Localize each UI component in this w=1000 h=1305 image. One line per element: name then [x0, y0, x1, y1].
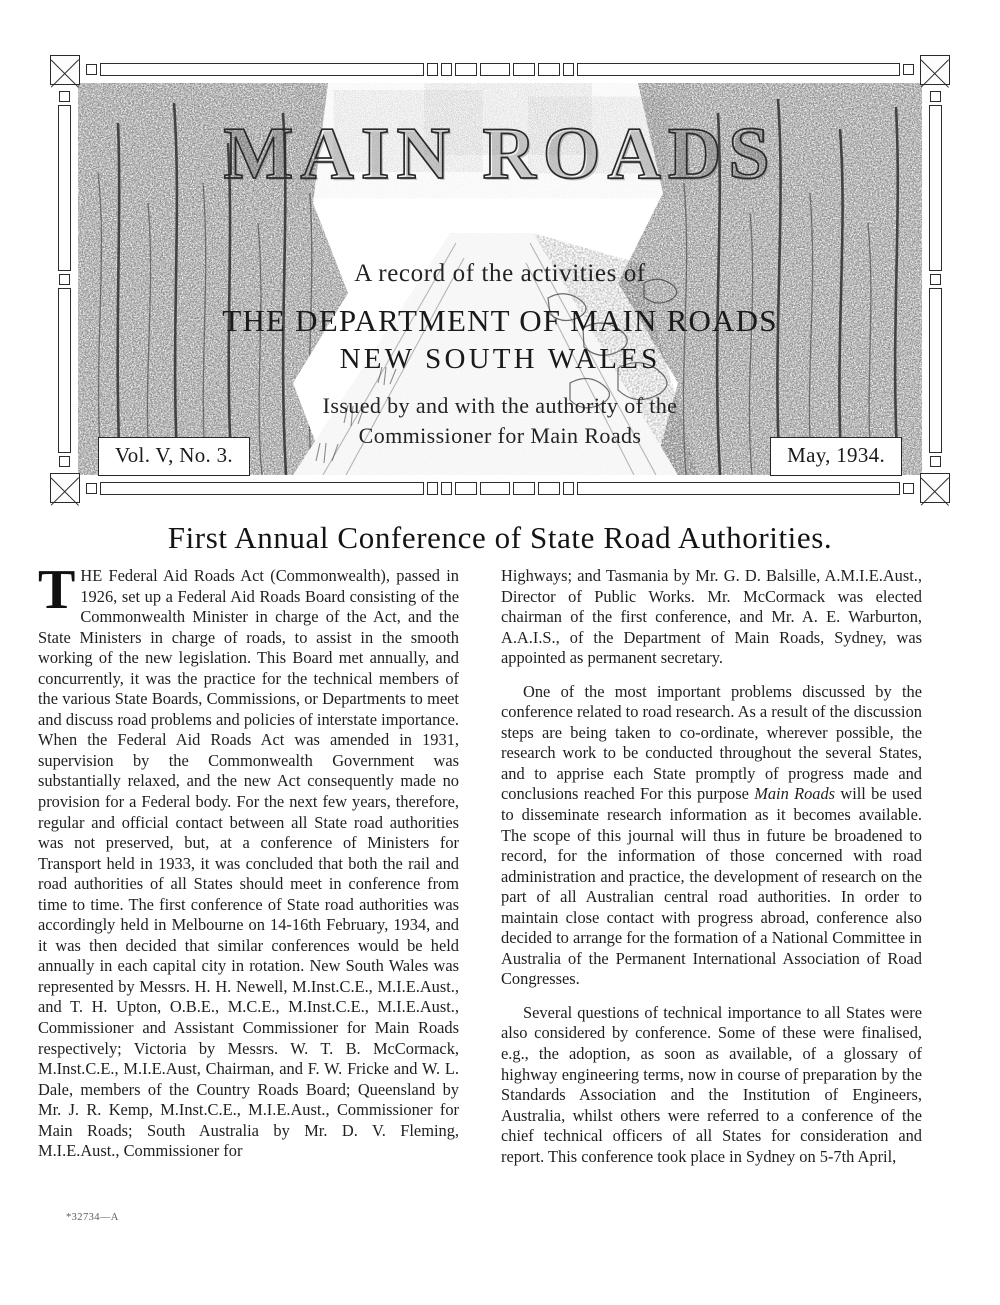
- corner-ornament-bottom-left: [50, 473, 80, 503]
- corner-ornament-bottom-right: [920, 473, 950, 503]
- rail-block: [513, 63, 535, 76]
- rail-nub: [903, 483, 914, 494]
- paragraph-text: will be used to disseminate research information as it becomes available. The scope of this journal will thus in future be broadened to record, for the information of those concerned with road administration and practice, the development of research on the part of all Australian central road authorities. In order to maintain close contact with progress abroad, conference also decided to arrange for the formation of a National Committee in Australia of the Permanent International Association of Road Congresses.: [501, 784, 922, 989]
- journal-tagline: A record of the activities of: [354, 260, 646, 287]
- issued-authority-line-2: Commissioner for Main Roads: [358, 423, 642, 448]
- rail-nub: [86, 64, 97, 75]
- rail-nub: [59, 456, 70, 467]
- rail-block: [441, 63, 452, 76]
- department-name: THE DEPARTMENT OF MAIN ROADS: [222, 303, 778, 338]
- rail-nub: [903, 64, 914, 75]
- rail-block: [513, 482, 535, 495]
- rail-bar: [577, 63, 901, 76]
- corner-ornament-top-left: [50, 55, 80, 85]
- paragraph: THE Federal Aid Roads Act (Commonwealth), passed in 1926, set up a Federal Aid Roads Board consisting of the Commonwealth Minister in charge of the Act, and the State Ministers in charge of roads, to assist in the smooth working of the new legislation. This Board met annually, and concurrently, it was the practice for the technical members of the various State Boards, Commissions, or Departments to meet and discuss road problems and policies of interstate importance. When the Federal Aid Roads Act was amended in 1931, supervision by the Commonwealth Government was substantially relaxed, and the new Act consequently made no provision for a Federal body. For the next few years, therefore, regular and official contact between all State road authorities was not preserved, but, at a conference of Ministers for Transport held in 1933, it was concluded that both the rail and road authorities of all States should meet in conference from time to time. The first conference of State road authorities was accordingly held in Melbourne on 14-16th February, 1934, and it was then decided that similar conferences would be held annually in each capital city in rotation. New South Wales was represented by Messrs. H. H. Newell, M.Inst.C.E., M.I.E.Aust., and T. H. Upton, O.B.E., M.C.E., M.Inst.C.E., M.I.E.Aust., Commissioner and Assistant Commissioner for Main Roads respectively; Victoria by Messrs. W. T. B. McCormack, M.Inst.C.E., M.I.E.Aust, Chairman, and F. W. Fricke and W. L. Dale, members of the Country Roads Board; Queensland by Mr. J. R. Kemp, M.Inst.C.E., M.I.E.Aust., Commissioner for Main Roads; South Australia by Mr. D. V. Fleming, M.I.E.Aust., Commissioner for: [38, 559, 459, 1161]
- rail-nub: [930, 456, 941, 467]
- paragraph-text: One of the most important problems discussed by the conference related to road research. As a result of the discussion steps are being taken to co-ordinate, wherever possible, the research work to be conducted throughout the several States, and to apprise each State promptly of progress made and conclusions reached For this purpose: [501, 681, 922, 804]
- issue-date-box: May, 1934.: [770, 437, 902, 476]
- article-headline: First Annual Conference of State Road Authorities.: [167, 520, 833, 555]
- rail-block: [480, 63, 510, 76]
- printer-mark: *32734—A: [66, 1212, 119, 1223]
- journal-name-italic: Main Roads: [754, 784, 836, 804]
- rail-nub: [86, 483, 97, 494]
- article-body: [38, 559, 922, 1167]
- rail-block: [480, 482, 510, 495]
- journal-title: MAIN ROADS: [223, 113, 777, 195]
- article-column-left: [38, 559, 459, 1167]
- paragraph: [501, 682, 922, 990]
- rail-nub: [930, 91, 941, 102]
- rail-block: [441, 482, 452, 495]
- masthead-frame: [50, 55, 950, 503]
- article-column-right: [501, 566, 922, 1167]
- frame-rail-top: [86, 62, 914, 77]
- rail-bar: [100, 482, 424, 495]
- frame-rail-bottom: [86, 481, 914, 496]
- rail-block: [427, 482, 438, 495]
- volume-issue-box: Vol. V, No. 3.: [98, 437, 250, 476]
- rail-block: [455, 482, 477, 495]
- paragraph: Highways; and Tasmania by Mr. G. D. Balsille, A.M.I.E.Aust., Director of Public Works. Mr. McCormack was elected chairman of the first conference, and Mr. A. E. Warburton, A.A.I.S., of the Department of Main Roads, Sydney, was appointed as permanent secretary.: [501, 566, 922, 668]
- rail-block: [563, 482, 574, 495]
- rail-block: [538, 63, 560, 76]
- rail-nub: [59, 91, 70, 102]
- rail-block: [563, 63, 574, 76]
- rail-block: [455, 63, 477, 76]
- paragraph: Several questions of technical importance to all States were also considered by conference. Some of these were finalised, e.g., the adoption, as soon as available, of a glossary of highway engineering terms, now in course of preparation by the Standards Association and the Institution of Engineers, Australia, whilst others were referred to a conference of the chief technical officers of all States for consideration and report. This conference took place in Sydney on 5-7th April,: [501, 1002, 922, 1166]
- corner-ornament-top-right: [920, 55, 950, 85]
- issued-authority-line-1: Issued by and with the authority of the: [322, 393, 678, 418]
- rail-block: [538, 482, 560, 495]
- rail-block: [427, 63, 438, 76]
- rail-bar: [100, 63, 424, 76]
- rail-bar: [577, 482, 901, 495]
- state-name: NEW SOUTH WALES: [339, 343, 661, 375]
